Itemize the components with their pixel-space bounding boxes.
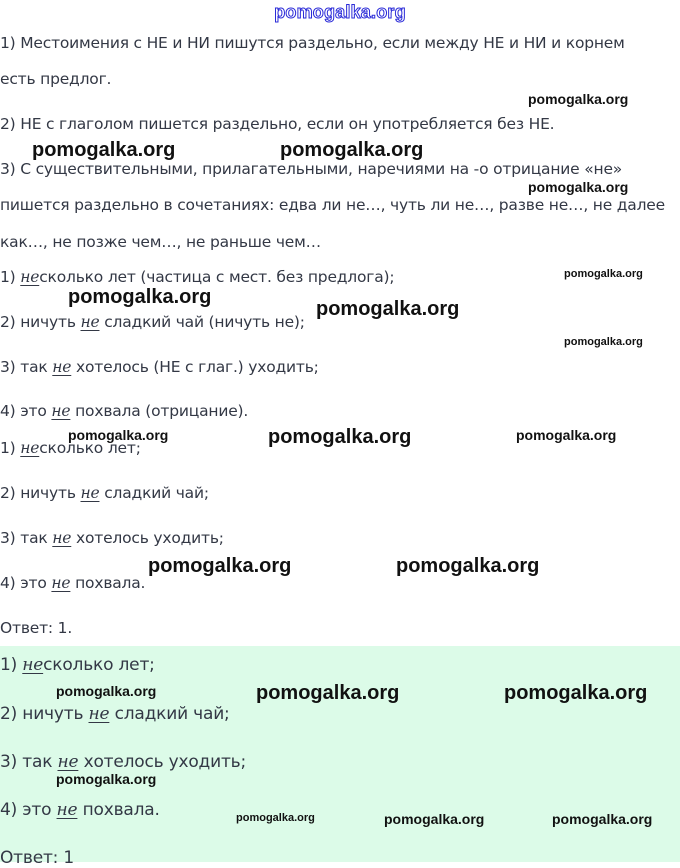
item-text: так — [22, 752, 53, 772]
watermark: pomogalka.org — [56, 771, 157, 787]
watermark: pomogalka.org — [504, 682, 648, 704]
item-number: 1) — [0, 439, 16, 457]
watermark: pomogalka.org — [236, 812, 315, 824]
item-text: ничуть — [22, 704, 84, 724]
item-text: это — [20, 574, 47, 592]
watermark: pomogalka.org — [396, 555, 540, 577]
item-text: сладкий чай (ничуть не); — [104, 313, 305, 331]
item-text: сколько лет (частица с мест. без предлога); — [39, 268, 395, 286]
watermark: pomogalka.org — [384, 811, 485, 827]
watermark: pomogalka.org — [564, 336, 643, 348]
item-text: сладкий чай; — [104, 484, 209, 502]
watermark: pomogalka.org — [280, 139, 424, 161]
item-number: 4) — [0, 402, 16, 420]
item-text: это — [20, 402, 47, 420]
item-text: сколько лет; — [43, 655, 155, 675]
rule-line: как…, не позже чем…, не раньше чем… — [0, 233, 321, 251]
item-text: ничуть — [20, 484, 76, 502]
particle: не — [52, 358, 72, 376]
watermark: pomogalka.org — [56, 683, 157, 699]
particle: не — [20, 439, 40, 457]
watermark: pomogalka.org — [32, 139, 176, 161]
rule-line: пишется раздельно в сочетаниях: едва ли не…, чуть ли не…, разве не…, не далее — [0, 196, 665, 214]
watermark: pomogalka.org — [552, 811, 653, 827]
particle: не — [88, 704, 110, 724]
item-number: 2) — [0, 484, 16, 502]
item-text: похвала. — [82, 800, 160, 820]
item-text: так — [20, 529, 48, 547]
particle: не — [52, 529, 72, 547]
particle: не — [51, 574, 71, 592]
watermark: pomogalka.org — [316, 298, 460, 320]
watermark: pomogalka.org — [528, 179, 629, 195]
plain-item — [0, 574, 145, 592]
item-text: хотелось уходить; — [83, 752, 247, 772]
item-text: похвала (отрицание). — [75, 402, 249, 420]
item-number: 4) — [0, 574, 16, 592]
watermark: pomogalka.org — [256, 682, 400, 704]
rule-line: 1) Местоимения с НЕ и НИ пишутся раздельно, если между НЕ и НИ и корнем — [0, 34, 625, 52]
watermark: pomogalka.org — [148, 555, 292, 577]
item-text: хотелось уходить; — [76, 529, 224, 547]
watermark: pomogalka.org — [68, 286, 212, 308]
item-number: 2) — [0, 313, 16, 331]
rule-line: 3) С существительными, прилагательными, наречиями на -о отрицание «не» — [0, 160, 623, 178]
highlighted-item — [0, 655, 155, 675]
item-text: ничуть — [20, 313, 76, 331]
item-number: 1) — [0, 268, 16, 286]
item-text: похвала. — [75, 574, 146, 592]
item-number: 3) — [0, 752, 18, 772]
explained-item — [0, 402, 248, 420]
item-text: сколько лет; — [39, 439, 141, 457]
answer-text: Ответ: 1 — [0, 848, 75, 868]
particle: не — [80, 313, 100, 331]
item-number: 2) — [0, 704, 18, 724]
highlighted-item — [0, 800, 160, 820]
answer-text: Ответ: 1. — [0, 619, 73, 637]
explained-item — [0, 313, 305, 331]
rule-line: есть предлог. — [0, 70, 112, 88]
particle: не — [56, 800, 78, 820]
item-text: сладкий чай; — [114, 704, 230, 724]
item-number: 3) — [0, 529, 16, 547]
explained-item — [0, 358, 319, 376]
explained-item — [0, 268, 394, 286]
rule-line: 2) НЕ с глаголом пишется раздельно, если он употребляется без НЕ. — [0, 115, 555, 133]
plain-item — [0, 529, 224, 547]
item-number: 1) — [0, 655, 18, 675]
watermark: pomogalka.org — [564, 268, 643, 280]
particle: не — [20, 268, 40, 286]
item-text: это — [22, 800, 52, 820]
item-number: 3) — [0, 358, 16, 376]
item-number: 4) — [0, 800, 18, 820]
particle: не — [22, 655, 44, 675]
particle: не — [80, 484, 100, 502]
plain-item — [0, 484, 209, 502]
site-logo[interactable]: pomogalka.org — [274, 2, 406, 22]
watermark: pomogalka.org — [268, 426, 412, 448]
highlighted-item — [0, 704, 230, 724]
item-text: так — [20, 358, 48, 376]
watermark: pomogalka.org — [516, 427, 617, 443]
particle: не — [57, 752, 79, 772]
watermark: pomogalka.org — [528, 91, 629, 107]
highlighted-item — [0, 752, 246, 772]
watermark: pomogalka.org — [68, 427, 169, 443]
particle: не — [51, 402, 71, 420]
item-text: хотелось (НЕ с глаг.) уходить; — [76, 358, 319, 376]
